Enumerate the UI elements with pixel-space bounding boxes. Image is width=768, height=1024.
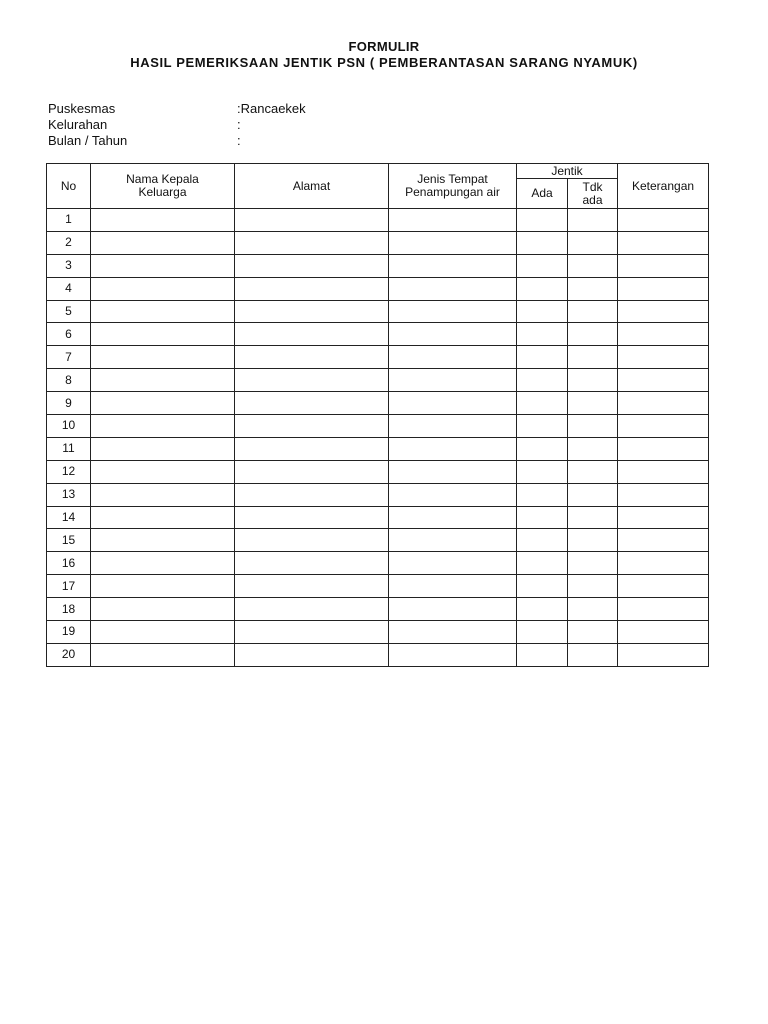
cell-no: 3: [47, 254, 91, 277]
header-jenis-line1: Jenis Tempat: [417, 172, 488, 186]
cell-nama[interactable]: [91, 506, 235, 529]
cell-jenis[interactable]: [389, 598, 517, 621]
cell-ada[interactable]: [517, 346, 568, 369]
cell-alamat[interactable]: [235, 369, 389, 392]
cell-nama[interactable]: [91, 392, 235, 415]
table-row: [47, 300, 709, 323]
cell-no: 5: [47, 300, 91, 323]
cell-tdk-ada[interactable]: [568, 415, 618, 438]
cell-jenis[interactable]: [389, 483, 517, 506]
cell-jenis[interactable]: [389, 231, 517, 254]
cell-tdk-ada[interactable]: [568, 346, 618, 369]
cell-nama[interactable]: [91, 369, 235, 392]
cell-nama[interactable]: [91, 209, 235, 232]
cell-no: 18: [47, 598, 91, 621]
header-jentik: [517, 164, 618, 179]
cell-keterangan[interactable]: [618, 529, 709, 552]
cell-nama[interactable]: [91, 529, 235, 552]
cell-nama[interactable]: [91, 231, 235, 254]
table-row: [47, 254, 709, 277]
cell-nama[interactable]: [91, 552, 235, 575]
cell-no: 10: [47, 415, 91, 438]
cell-alamat[interactable]: [235, 598, 389, 621]
table-row: [47, 437, 709, 460]
table-row: [47, 460, 709, 483]
cell-jenis[interactable]: [389, 277, 517, 300]
table-row: [47, 277, 709, 300]
cell-alamat[interactable]: [235, 552, 389, 575]
table-row: [47, 575, 709, 598]
cell-ada[interactable]: [517, 437, 568, 460]
cell-keterangan[interactable]: [618, 369, 709, 392]
cell-tdk-ada[interactable]: [568, 300, 618, 323]
cell-alamat[interactable]: [235, 346, 389, 369]
cell-nama[interactable]: [91, 415, 235, 438]
cell-keterangan[interactable]: [618, 254, 709, 277]
cell-no: 11: [47, 437, 91, 460]
cell-ada[interactable]: [517, 231, 568, 254]
cell-no: 1: [47, 209, 91, 232]
table-row: [47, 621, 709, 644]
cell-tdk-ada[interactable]: [568, 437, 618, 460]
cell-tdk-ada[interactable]: [568, 323, 618, 346]
cell-jenis[interactable]: [389, 300, 517, 323]
header-no: [47, 164, 91, 209]
cell-nama[interactable]: [91, 277, 235, 300]
cell-alamat[interactable]: [235, 323, 389, 346]
cell-no: 14: [47, 506, 91, 529]
table-row: [47, 323, 709, 346]
cell-keterangan[interactable]: [618, 231, 709, 254]
cell-alamat[interactable]: [235, 415, 389, 438]
cell-keterangan[interactable]: [618, 346, 709, 369]
table-row: [47, 506, 709, 529]
header-tdk-line1: Tdk: [582, 179, 603, 194]
cell-jenis[interactable]: [389, 529, 517, 552]
header-alamat-label: Alamat: [292, 178, 331, 193]
cell-alamat[interactable]: [235, 529, 389, 552]
cell-jenis[interactable]: [389, 392, 517, 415]
cell-ada[interactable]: [517, 529, 568, 552]
cell-jenis[interactable]: [389, 369, 517, 392]
cell-ada[interactable]: [517, 392, 568, 415]
cell-nama[interactable]: [91, 575, 235, 598]
cell-tdk-ada[interactable]: [568, 231, 618, 254]
cell-nama[interactable]: [91, 437, 235, 460]
cell-tdk-ada[interactable]: [568, 552, 618, 575]
puskesmas-label: Puskesmas: [48, 101, 116, 116]
header-tdk-line2: ada: [582, 192, 603, 207]
header-ada-label: Ada: [531, 186, 553, 200]
cell-jenis[interactable]: [389, 552, 517, 575]
form-title-block: [0, 39, 768, 71]
cell-no: 20: [47, 643, 91, 666]
cell-no: 2: [47, 231, 91, 254]
cell-ada[interactable]: [517, 277, 568, 300]
cell-alamat[interactable]: [235, 300, 389, 323]
info-row-kelurahan: [48, 117, 306, 133]
info-row-bulan-tahun: [48, 133, 306, 149]
cell-tdk-ada[interactable]: [568, 254, 618, 277]
cell-jenis[interactable]: [389, 415, 517, 438]
cell-tdk-ada[interactable]: [568, 529, 618, 552]
table-body: [47, 209, 709, 667]
cell-tdk-ada[interactable]: [568, 575, 618, 598]
header-keterangan: [618, 164, 709, 209]
header-tdk-ada: [568, 179, 618, 209]
jentik-form-table: [46, 163, 709, 667]
table-row: [47, 415, 709, 438]
cell-nama[interactable]: [91, 346, 235, 369]
cell-tdk-ada[interactable]: [568, 369, 618, 392]
cell-no: 15: [47, 529, 91, 552]
cell-alamat[interactable]: [235, 506, 389, 529]
cell-tdk-ada[interactable]: [568, 460, 618, 483]
form-subtitle: HASIL PEMERIKSAAN JENTIK PSN ( PEMBERANTASAN SARANG NYAMUK): [130, 55, 638, 70]
cell-no: 19: [47, 621, 91, 644]
header-jenis-line2: Penampungan air: [405, 185, 500, 199]
table-row: [47, 231, 709, 254]
table-row: [47, 598, 709, 621]
cell-keterangan[interactable]: [618, 392, 709, 415]
cell-keterangan[interactable]: [618, 277, 709, 300]
bulan-tahun-label: Bulan / Tahun: [48, 133, 128, 148]
cell-no: 8: [47, 369, 91, 392]
cell-alamat[interactable]: [235, 209, 389, 232]
cell-nama[interactable]: [91, 598, 235, 621]
cell-no: 13: [47, 483, 91, 506]
cell-keterangan[interactable]: [618, 598, 709, 621]
cell-tdk-ada[interactable]: [568, 277, 618, 300]
cell-no: 9: [47, 392, 91, 415]
cell-jenis[interactable]: [389, 254, 517, 277]
cell-jenis[interactable]: [389, 323, 517, 346]
form-title: FORMULIR: [348, 39, 420, 54]
info-section: [48, 101, 306, 149]
kelurahan-label: Kelurahan: [48, 117, 108, 132]
header-ada: [517, 179, 568, 209]
cell-no: 4: [47, 277, 91, 300]
cell-no: 16: [47, 552, 91, 575]
cell-keterangan[interactable]: [618, 575, 709, 598]
cell-no: 7: [47, 346, 91, 369]
cell-no: 12: [47, 460, 91, 483]
cell-nama[interactable]: [91, 621, 235, 644]
cell-ada[interactable]: [517, 598, 568, 621]
cell-no: 6: [47, 323, 91, 346]
cell-tdk-ada[interactable]: [568, 483, 618, 506]
header-nama-line1: Nama Kepala: [126, 172, 199, 186]
cell-ada[interactable]: [517, 506, 568, 529]
cell-alamat[interactable]: [235, 277, 389, 300]
info-row-puskesmas: [48, 101, 306, 117]
cell-nama[interactable]: [91, 643, 235, 666]
header-no-label: No: [60, 178, 77, 193]
header-alamat: [235, 164, 389, 209]
cell-keterangan[interactable]: [618, 209, 709, 232]
cell-keterangan[interactable]: [618, 415, 709, 438]
cell-tdk-ada[interactable]: [568, 621, 618, 644]
header-jenis-tempat: [389, 164, 517, 209]
cell-keterangan[interactable]: [618, 300, 709, 323]
cell-ada[interactable]: [517, 323, 568, 346]
cell-alamat[interactable]: [235, 392, 389, 415]
cell-alamat[interactable]: [235, 460, 389, 483]
cell-ada[interactable]: [517, 369, 568, 392]
kelurahan-value: :: [237, 117, 241, 132]
table-row: [47, 209, 709, 232]
cell-alamat[interactable]: [235, 254, 389, 277]
cell-alamat[interactable]: [235, 643, 389, 666]
cell-alamat[interactable]: [235, 483, 389, 506]
cell-jenis[interactable]: [389, 506, 517, 529]
cell-keterangan[interactable]: [618, 323, 709, 346]
cell-ada[interactable]: [517, 209, 568, 232]
cell-tdk-ada[interactable]: [568, 209, 618, 232]
cell-alamat[interactable]: [235, 231, 389, 254]
cell-jenis[interactable]: [389, 643, 517, 666]
cell-ada[interactable]: [517, 575, 568, 598]
cell-nama[interactable]: [91, 254, 235, 277]
cell-ada[interactable]: [517, 552, 568, 575]
cell-tdk-ada[interactable]: [568, 598, 618, 621]
table-row: [47, 529, 709, 552]
table-row: [47, 369, 709, 392]
puskesmas-value: :Rancaekek: [237, 101, 306, 116]
cell-tdk-ada[interactable]: [568, 392, 618, 415]
table-row: [47, 643, 709, 666]
cell-keterangan[interactable]: [618, 621, 709, 644]
cell-nama[interactable]: [91, 460, 235, 483]
cell-keterangan[interactable]: [618, 460, 709, 483]
cell-jenis[interactable]: [389, 209, 517, 232]
cell-nama[interactable]: [91, 483, 235, 506]
cell-keterangan[interactable]: [618, 643, 709, 666]
cell-nama[interactable]: [91, 323, 235, 346]
cell-no: 17: [47, 575, 91, 598]
cell-ada[interactable]: [517, 483, 568, 506]
header-jentik-label: Jentik: [551, 163, 583, 178]
cell-ada[interactable]: [517, 621, 568, 644]
cell-jenis[interactable]: [389, 460, 517, 483]
cell-tdk-ada[interactable]: [568, 506, 618, 529]
header-nama-kepala-keluarga: [91, 164, 235, 209]
cell-ada[interactable]: [517, 643, 568, 666]
table-row: [47, 346, 709, 369]
cell-keterangan[interactable]: [618, 483, 709, 506]
cell-ada[interactable]: [517, 254, 568, 277]
cell-alamat[interactable]: [235, 437, 389, 460]
cell-nama[interactable]: [91, 300, 235, 323]
cell-tdk-ada[interactable]: [568, 643, 618, 666]
cell-ada[interactable]: [517, 300, 568, 323]
cell-alamat[interactable]: [235, 621, 389, 644]
cell-ada[interactable]: [517, 460, 568, 483]
cell-alamat[interactable]: [235, 575, 389, 598]
table-row: [47, 392, 709, 415]
cell-jenis[interactable]: [389, 621, 517, 644]
bulan-tahun-value: :: [237, 133, 241, 148]
cell-jenis[interactable]: [389, 437, 517, 460]
table-row: [47, 483, 709, 506]
header-keterangan-label: Keterangan: [631, 178, 695, 193]
cell-jenis[interactable]: [389, 346, 517, 369]
cell-jenis[interactable]: [389, 575, 517, 598]
header-nama-line2: Keluarga: [138, 185, 187, 199]
cell-ada[interactable]: [517, 415, 568, 438]
cell-keterangan[interactable]: [618, 506, 709, 529]
table-row: [47, 552, 709, 575]
cell-keterangan[interactable]: [618, 552, 709, 575]
cell-keterangan[interactable]: [618, 437, 709, 460]
